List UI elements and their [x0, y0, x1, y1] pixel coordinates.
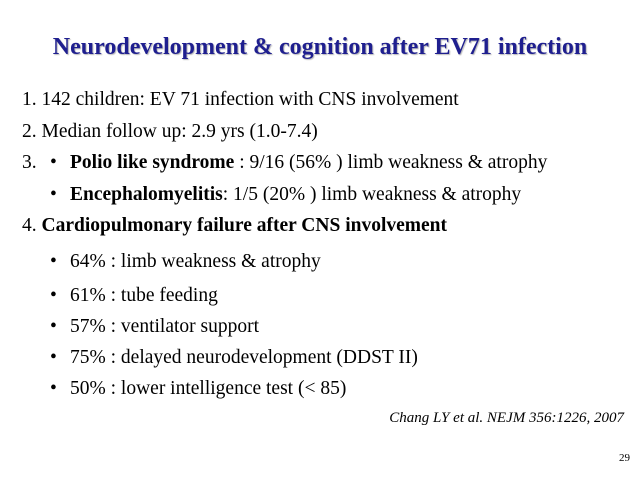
sub-list-item: [50, 284, 218, 308]
cardiopulmonary-failure-label: Cardiopulmonary failure after CNS involvement: [41, 215, 448, 236]
polio-like-syndrome-label: Polio like syndrome: [70, 152, 235, 173]
list-item-3b: [50, 183, 521, 207]
sub-list-text: 57% : ventilator support: [70, 316, 260, 337]
page-number: 29: [619, 452, 630, 464]
bullet-icon: •: [50, 316, 57, 337]
encephalomyelitis-text: : 1/5 (20% ) limb weakness & atrophy: [222, 184, 522, 205]
polio-like-syndrome-text: : 9/16 (56% ) limb weakness & atrophy: [234, 152, 548, 173]
sub-list-text: 50% : lower intelligence test (< 85): [70, 378, 347, 399]
slide-title: Neurodevelopment & cognition after EV71 infection: [52, 34, 588, 60]
bullet-icon: •: [50, 347, 57, 368]
list-item-1: 1. 142 children: EV 71 infection with CNS involvement: [22, 89, 459, 110]
list-item-4: [22, 214, 447, 238]
sub-list-item: [50, 377, 346, 401]
sub-list-text: 61% : tube feeding: [70, 285, 218, 306]
list-item-3: [22, 151, 547, 175]
sub-list-item: [50, 315, 259, 339]
sub-list-text: 75% : delayed neurodevelopment (DDST II): [70, 347, 418, 368]
bullet-icon: •: [50, 251, 57, 272]
list-number-4: 4.: [22, 215, 42, 236]
citation: Chang LY et al. NEJM 356:1226, 2007: [389, 410, 624, 426]
bullet-icon: •: [50, 285, 57, 306]
bullet-icon: •: [50, 184, 57, 205]
bullet-icon: •: [50, 378, 57, 399]
list-number-3: 3.: [22, 152, 37, 173]
sub-list-item: [50, 250, 321, 274]
bullet-icon: •: [50, 152, 57, 173]
sub-list-text: 64% : limb weakness & atrophy: [70, 251, 321, 272]
sub-list-item: [50, 346, 418, 370]
list-item-2: 2. Median follow up: 2.9 yrs (1.0-7.4): [22, 121, 318, 142]
encephalomyelitis-label: Encephalomyelitis: [70, 184, 223, 205]
